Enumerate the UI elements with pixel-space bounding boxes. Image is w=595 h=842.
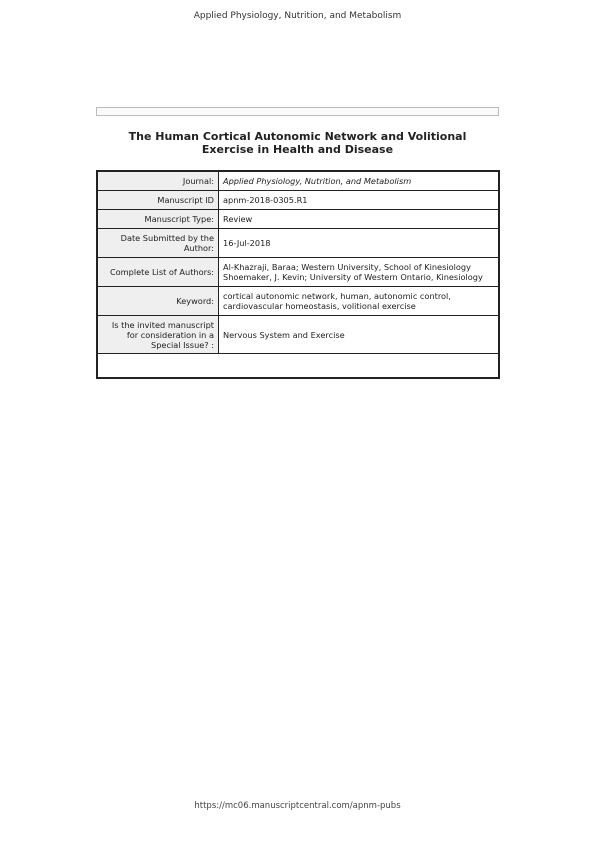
keyword-line-2: cardiovascular homeostasis, volitional exercise xyxy=(223,301,416,311)
special-issue-label-line-3: Special Issue? : xyxy=(151,339,214,350)
title-line-1: The Human Cortical Autonomic Network and Volitional xyxy=(128,130,467,143)
authors-label: Complete List of Authors: xyxy=(97,258,219,287)
table-row-authors xyxy=(97,258,499,287)
top-rule-box xyxy=(96,107,499,116)
page-footer-url: https://mc06.manuscriptcentral.com/apnm-pubs xyxy=(194,801,401,811)
table-row-keyword xyxy=(97,287,499,316)
table-row-special-issue xyxy=(97,316,499,354)
journal-label: Journal: xyxy=(97,171,219,191)
special-issue-label xyxy=(97,316,219,354)
manuscript-type-label: Manuscript Type: xyxy=(97,210,219,229)
journal-value: Applied Physiology, Nutrition, and Metabolism xyxy=(219,171,500,191)
authors-value xyxy=(219,258,500,287)
empty-cell xyxy=(97,354,499,379)
table-row-journal xyxy=(97,171,499,191)
keyword-label: Keyword: xyxy=(97,287,219,316)
manuscript-type-value: Review xyxy=(219,210,500,229)
page-header: Applied Physiology, Nutrition, and Metabolism xyxy=(193,11,402,21)
table-row-date-submitted xyxy=(97,229,499,258)
special-issue-label-line-2: for consideration in a xyxy=(126,329,214,340)
special-issue-value: Nervous System and Exercise xyxy=(219,316,500,354)
keyword-value xyxy=(219,287,500,316)
authors-line-2: Shoemaker, J. Kevin; University of Western Ontario, Kinesiology xyxy=(223,272,483,282)
authors-line-1: Al-Khazraji, Baraa; Western University, School of Kinesiology xyxy=(223,262,471,272)
date-submitted-label xyxy=(97,229,219,258)
table-row-manuscript-id xyxy=(97,191,499,210)
manuscript-id-label: Manuscript ID xyxy=(97,191,219,210)
date-submitted-label-line-2: Author: xyxy=(183,243,214,253)
special-issue-label-line-1: Is the invited manuscript xyxy=(111,319,214,330)
title-line-2: Exercise in Health and Disease xyxy=(201,143,394,156)
date-submitted-label-line-1: Date Submitted by the xyxy=(120,233,214,243)
manuscript-info-table xyxy=(96,170,500,379)
manuscript-id-value: apnm-2018-0305.R1 xyxy=(219,191,500,210)
manuscript-title xyxy=(96,130,499,156)
keyword-line-1: cortical autonomic network, human, autonomic control, xyxy=(223,291,451,301)
table-row-empty xyxy=(97,354,499,379)
date-submitted-value: 16-Jul-2018 xyxy=(219,229,500,258)
table-row-manuscript-type xyxy=(97,210,499,229)
